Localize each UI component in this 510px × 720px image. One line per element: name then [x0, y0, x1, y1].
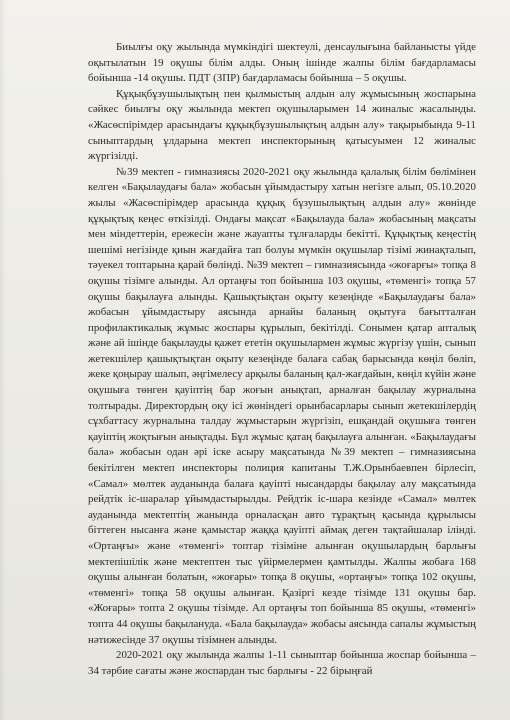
paragraph-offense-prevention: Құқықбұзушылықтың пен қылмыстың алдын алу жұмысының жоспарына сәйкес биылғы оқу жылында мектеп оқушыларымен 14 жиналыс жасалынды. «Жасөспірімдер арасындағы құқықбұзушылықтың алдын алу» тақырыбында 9-11 сыныптардың ұлдарына мектеп инспекторының қатысуымен 12 жиналыс жүргізілді.	[88, 87, 476, 163]
paragraph-child-under-supervision: №39 мектеп - гимназиясы 2020-2021 оқу жылында қалалық білім бөлімінен келген «Бақылаудағы бала» жобасын ұйымдастыру хатын негізге алып, 05.10.2020 жылы «Жасөспірімдер арасында құқық бұзушылықтың алдын алу» жөнінде құқықтық кеңес өткізілді. Ондағы мақсат «Бақылауда бала» жобасының мақсаты мен міндеттерін, ережесін және жауапты тұлғаларды бекітті. Құқықтық кеңестің шешімі негізінде қиын жағдайға тап болуы мүмкін оқушылар тізімі жинақталып, тәуекел топтарына қарай бөлінді. №39 мектеп – гимназиясында «жоғарғы» топқа 8 оқушы тізімге алынды. Ал ортаңғы топ бойынша 103 оқушы, «төменгі» топқа 57 оқушы бақылауға алынды. Қашықтықтан оқыту кезеңінде «Бақылаудағы бала» жобасын ұйымдастыру аясында арнайы баланың оқытуға бағытталған профилактикалық жұмыс жоспары құрылып, бекітілді. Сонымен қатар апталық және ай ішінде бақылауды қажет ететін оқушылармен жұмыс жүргізу үшін, сынып жетекшілер қашықтықтан оқыту кезеңінде балаға сабақ барысында көңіл бөліп, жеке қоңырау шалып, әңгімелесу арқылы баланың қал-жағдайын, көңіл күйін және оқушыға төнген қауіптің бар жоғын анықтап, арналған бақылау журналына толтырады. Директордың оқу ісі жөніндегі орынбасарлары сынып жетекшілердің сұхбаттасу журналына талдау жұмыстарын жүргізіп, ешқандай оқушыға төнген қауіптің жоқтығын анықтады. Бұл жұмыс қатаң бақылауға алынған. «Бақылаудағы бала» жобасын одан әрі іске асыру мақсатында №39 мектеп – гимназиясына бекітілген мектеп инспекторы полиция капитаны Т.Ж.Орынбаевпен бірлесіп, «Самал» мөлтек ауданында балаға қауіпті нысандарды бақылау алу мақсатында рейдтік іс-шаралар ұйымдастырылды. Рейдтік іс-шара кезінде «Самал» мөлтек ауданында мектептің жанында орналасқан авто тұрақтың қасында құрылысы біттеген нысанға және қамыстар жаққа қауіпті аймақ деген тақтайшалар ілінді. «Ортаңғы» және «төменгі» топтар тізіміне алынған оқушылардың барлығы мектепішілік және мектептен тыс үйірмелермен қамтылды. Жалпы жобаға 168 оқушы алынған болатын, «жоғары» топқа 8 оқушы, «ортаңғы» топқа 102 оқушы, «төменгі» топқа 58 оқушы алынған. Қазіргі кезде тізімде 131 оқушы бар. «Жоғары» топта 2 оқушы тізімде. Ал ортаңғы топ бойынша 85 оқушы, «төменгі» топта 44 оқушы бақылануда. «Бала бақылауда» жобасы аясында сапалы жұмыстың нәтижесінде 37 оқушы тізімнен алынды.	[88, 165, 476, 646]
page-edge-shadow	[0, 0, 6, 720]
paragraph-education-hours: 2020-2021 оқу жылында жалпы 1-11 сыныптар бойынша жоспар бойынша – 34 тәрбие сағаты және жоспардан тыс барлығы - 22 бірыңғай	[88, 649, 476, 677]
document-body	[88, 40, 476, 679]
paragraph-home-schooling: Биылғы оқу жылында мүмкіндігі шектеулі, денсаулығына байланысты үйде оқытылатын 19 оқушы білім алды. Оның ішінде жалпы білім бағдарламасы бойынша -14 оқушы. ПДТ (ЗПР) бағдарламасы бойынша – 5 оқушы.	[88, 41, 476, 85]
